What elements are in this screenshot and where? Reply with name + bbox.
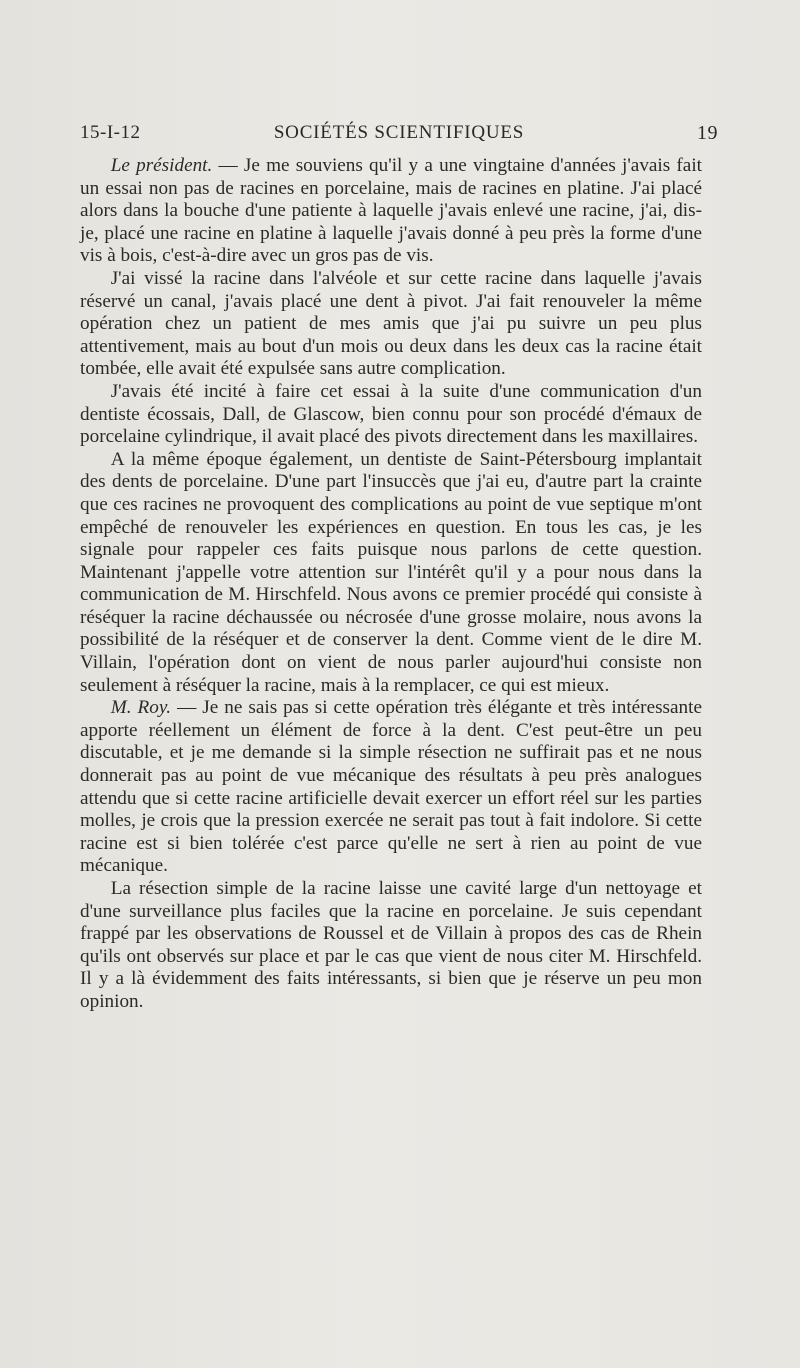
paragraph-3 [80, 381, 702, 449]
header-title: SOCIÉTÉS SCIENTIFIQUES [273, 122, 525, 143]
paragraph-2 [80, 268, 702, 381]
paragraph-6 [80, 878, 702, 1014]
body-text [80, 155, 702, 1014]
speaker-name: Le président. [110, 155, 213, 176]
paragraph-text: La résection simple de la racine laisse une cavité large d'un nettoyage et d'une surveillance plus faciles que la racine en porcelaine. Je suis cependant frappé par les observations de Roussel et de Villain à propos des cas de Rhein qu'ils ont observés sur place et par le cas que vient de nous citer M. Hirschfeld. Il y a là évidemment des faits intéressants, si bien que je réserve un peu mon opinion. [80, 878, 702, 1012]
paragraph-text: J'ai vissé la racine dans l'alvéole et sur cette racine dans laquelle j'avais réservé un canal, j'avais placé une dent à pivot. J'ai fait renouveler la même opération chez un patient de mes amis que j'ai pu suivre un peu plus attentivement, mais au bout d'un mois ou deux dans les deux cas la racine était tombée, elle avait été expulsée sans autre complication. [80, 267, 702, 380]
paragraph-5 [80, 697, 702, 878]
page-number: 19 [697, 122, 718, 144]
paragraph-1 [80, 155, 702, 268]
paragraph-text: — Je ne sais pas si cette opération très élégante et très intéressante apporte réellement un élément de force à la dent. C'est peut-être un peu discutable, et je me demande si la simple résection ne suffirait pas et ne nous donnerait pas au point de vue mécanique des résultats à peu près analogues attendu que si cette racine artificielle devait exercer un effort réel sur les parties molles, je crois que la pression exercée ne serait pas tout à fait indolore. Si cette racine est si bien tolérée c'est parce qu'elle ne sert à rien au point de vue mécanique. [80, 697, 702, 877]
speaker-name: M. Roy. [110, 697, 172, 719]
paragraph-4 [80, 449, 702, 698]
header-date: 15-I-12 [80, 122, 141, 143]
paragraph-text: A la même époque également, un dentiste de Saint-Pétersbourg implantait des dents de porcelaine. D'une part l'insuccès que j'ai eu, d'autre part la crainte que ces racines ne provoquent des complications au point de vue septique m'ont empêché de renouveler les expériences en question. En tous les cas, je les signale pour rappeler ces faits puisque nous parlons de cette question. Maintenant j'appelle votre attention sur l'intérêt qu'il y a pour nous dans la communication de M. Hirschfeld. Nous avons ce premier procédé qui consiste à réséquer la racine déchaussée ou nécrosée d'une grosse molaire, nous avons la possibilité de la réséquer et de conserver la dent. Comme vient de le dire M. Villain, l'opération dont on vient de nous parler aujourd'hui consiste non seulement à réséquer la racine, mais à la remplacer, ce qui est mieux. [80, 448, 702, 696]
paragraph-text: — Je me souviens qu'il y a une vingtaine d'années j'avais fait un essai non pas de racines en porcelaine, mais de racines en platine. J'ai placé alors dans la bouche d'une patiente à laquelle j'avais enlevé une racine, j'ai, dis-je, placé une racine en platine à laquelle j'avais donné à peu près la forme d'une vis à bois, c'est-à-dire avec un gros pas de vis. [80, 155, 702, 267]
paragraph-text: J'avais été incité à faire cet essai à la suite d'une communication d'un dentiste écossais, Dall, de Glascow, bien connu pour son procédé d'émaux de porcelaine cylindrique, il avait placé des pivots directement dans les maxillaires. [80, 380, 702, 448]
running-header [80, 122, 718, 148]
